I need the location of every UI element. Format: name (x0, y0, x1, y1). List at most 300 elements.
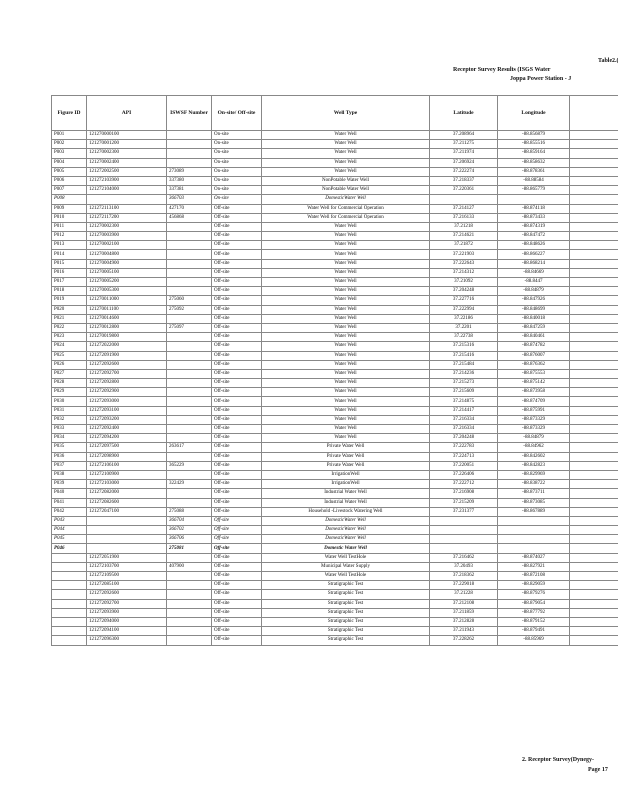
table-row (52, 379, 618, 388)
table-cell: Municipal Water Supply (262, 562, 430, 571)
table-cell (570, 241, 618, 250)
column-header: Figure ID (52, 96, 87, 131)
table-cell: 121272098900 (87, 452, 167, 461)
table-cell: 37.231377 (430, 507, 498, 516)
table-cell: Off-site (212, 553, 262, 562)
table-cell: P002 (52, 140, 87, 149)
table-cell: Water Well (262, 323, 430, 332)
table-row (52, 470, 618, 479)
table-cell: 37.229018 (430, 581, 498, 590)
table-cell: Water Well (262, 342, 430, 351)
table-cell: 37.215209 (430, 498, 498, 507)
table-row (52, 268, 618, 277)
table-cell (167, 250, 212, 259)
table-cell: Water Well (262, 425, 430, 434)
table-cell: 121270002100 (87, 241, 167, 250)
table-cell (52, 636, 87, 645)
table-cell: 121272082600 (87, 498, 167, 507)
table-cell (167, 259, 212, 268)
table-cell (570, 480, 618, 489)
table-cell: P032 (52, 415, 87, 424)
table-row (52, 599, 618, 608)
table-cell: -88.872108 (498, 572, 570, 581)
table-cell: 37.215484 (430, 360, 498, 369)
table-cell (498, 535, 570, 544)
table-cell: 37.214236 (430, 369, 498, 378)
table-cell: NonPotable Water Well (262, 176, 430, 185)
table-cell: 121272093000 (87, 397, 167, 406)
table-cell: 121272109500 (87, 572, 167, 581)
table-cell: -88.840018 (498, 314, 570, 323)
table-cell: Water Well (262, 241, 430, 250)
table-cell: -88.866227 (498, 250, 570, 259)
table-cell: 121272047100 (87, 507, 167, 516)
table-cell (570, 397, 618, 406)
table-cell: 121272092700 (87, 599, 167, 608)
table-cell: P014 (52, 250, 87, 259)
table-cell: P031 (52, 406, 87, 415)
table-cell: Stratigraphic Test (262, 617, 430, 626)
table-cell: 121272100900 (87, 470, 167, 479)
table-cell: Off-site (212, 305, 262, 314)
table-cell: 37.218337 (430, 176, 498, 185)
table-row (52, 204, 618, 213)
table-row (52, 232, 618, 241)
table-cell (167, 360, 212, 369)
table-cell: 37.216462 (430, 553, 498, 562)
table-cell: P046 (52, 544, 87, 553)
table-cell: Off-site (212, 434, 262, 443)
table-cell: 37.222643 (430, 259, 498, 268)
table-row (52, 195, 618, 204)
table-cell: Water Well for Commercial Operation (262, 204, 430, 213)
table-cell: 121272093900 (87, 608, 167, 617)
table-cell (570, 562, 618, 571)
table-cell (52, 599, 87, 608)
table-cell: P034 (52, 434, 87, 443)
table-row (52, 222, 618, 231)
table-cell: -88.838722 (498, 480, 570, 489)
table-cell (167, 617, 212, 626)
table-cell (570, 268, 618, 277)
table-row (52, 369, 618, 378)
table-cell: 37.220361 (430, 186, 498, 195)
table-cell: -88.879491 (498, 627, 570, 636)
table-cell: Stratigraphic Test (262, 581, 430, 590)
table-cell: On-site (212, 167, 262, 176)
table-cell: Private Water Well (262, 443, 430, 452)
table-cell: 37.21872 (430, 241, 498, 250)
table-cell: Off-site (212, 544, 262, 553)
table-cell: P001 (52, 131, 87, 140)
table-cell (430, 516, 498, 525)
table-cell (570, 287, 618, 296)
table-cell: 121272022000 (87, 342, 167, 351)
table-cell: 121272106100 (87, 461, 167, 470)
table-cell: Water Well (262, 379, 430, 388)
table-cell: Off-site (212, 480, 262, 489)
table-cell: Stratigraphic Test (262, 590, 430, 599)
table-cell (570, 388, 618, 397)
table-cell: -88.829059 (498, 581, 570, 590)
table-cell: -88.879276 (498, 590, 570, 599)
table-cell: 121270014600 (87, 314, 167, 323)
table-cell: P010 (52, 213, 87, 222)
table-cell: Water Well (262, 278, 430, 287)
table-cell: P017 (52, 278, 87, 287)
table-cell (430, 544, 498, 553)
table-cell (570, 250, 618, 259)
table-cell (430, 195, 498, 204)
table-cell (52, 562, 87, 571)
table-cell: 37.228262 (430, 636, 498, 645)
table-cell (167, 397, 212, 406)
table-cell: IrrigationWell (262, 480, 430, 489)
table-cell: P026 (52, 360, 87, 369)
table-cell: P021 (52, 314, 87, 323)
table-cell (570, 167, 618, 176)
table-cell: -88.84879 (498, 287, 570, 296)
table-cell (570, 296, 618, 305)
table-row (52, 608, 618, 617)
table-cell: Water Well (262, 397, 430, 406)
column-header: Longitude (498, 96, 570, 131)
table-cell (167, 158, 212, 167)
table-cell: Water Well (262, 232, 430, 241)
table-row (52, 516, 618, 525)
table-cell: P043 (52, 516, 87, 525)
table-cell: Off-site (212, 296, 262, 305)
table-cell: Water Well (262, 140, 430, 149)
table-cell: Off-site (212, 406, 262, 415)
table-cell (570, 425, 618, 434)
table-cell (570, 158, 618, 167)
table-row (52, 333, 618, 342)
table-cell: -88.85969 (498, 636, 570, 645)
table-cell: Off-site (212, 608, 262, 617)
table-cell: Off-site (212, 323, 262, 332)
table-cell: -88.879054 (498, 599, 570, 608)
table-cell (52, 572, 87, 581)
table-cell: 366702 (167, 526, 212, 535)
column-header: On-site/ Off-site (212, 96, 262, 131)
table-cell: Industrial Water Well (262, 498, 430, 507)
table-cell: 37.206924 (430, 158, 498, 167)
table-row (52, 259, 618, 268)
table-row (52, 562, 618, 571)
table-cell (167, 599, 212, 608)
table-cell (570, 406, 618, 415)
table-cell: NonPotable Water Well (262, 186, 430, 195)
table-cell (167, 131, 212, 140)
table-cell: P018 (52, 287, 87, 296)
table-cell: Water Well (262, 222, 430, 231)
table-cell (52, 590, 87, 599)
table-cell: P040 (52, 489, 87, 498)
table-cell: -88.875991 (498, 406, 570, 415)
table-cell: IrrigationWell (262, 470, 430, 479)
table-cell: P015 (52, 259, 87, 268)
table-cell: 121272103900 (87, 176, 167, 185)
table-cell: -88.8447 (498, 278, 570, 287)
table-cell: 37.208964 (430, 131, 498, 140)
table-cell: 121272082000 (87, 489, 167, 498)
table-cell: Off-site (212, 581, 262, 590)
table-cell: On-site (212, 195, 262, 204)
table-cell: 37.22738 (430, 333, 498, 342)
table-cell: 121272094100 (87, 627, 167, 636)
table-cell: -88.874782 (498, 342, 570, 351)
table-cell: P007 (52, 186, 87, 195)
table-cell (167, 333, 212, 342)
table-cell: Off-site (212, 636, 262, 645)
table-cell (167, 553, 212, 562)
table-cell (87, 535, 167, 544)
table-cell: -88.847472 (498, 232, 570, 241)
table-cell: Off-site (212, 232, 262, 241)
table-cell (570, 544, 618, 553)
column-header: ISWSF Number (167, 96, 212, 131)
table-cell (570, 232, 618, 241)
table-cell: 121272103000 (87, 480, 167, 489)
table-cell: -88.847259 (498, 323, 570, 332)
table-cell: -88.848699 (498, 305, 570, 314)
table-cell: -88.859164 (498, 149, 570, 158)
table-cell: -88.876007 (498, 351, 570, 360)
table-cell: P045 (52, 535, 87, 544)
table-cell: P037 (52, 461, 87, 470)
table-cell (167, 369, 212, 378)
table-cell: Water Well TestHole (262, 572, 430, 581)
table-cell: -88.829969 (498, 470, 570, 479)
table-cell: Off-site (212, 213, 262, 222)
table-cell: P044 (52, 526, 87, 535)
table-row (52, 397, 618, 406)
table-cell (570, 222, 618, 231)
table-cell (167, 342, 212, 351)
table-cell: 37.211943 (430, 627, 498, 636)
table-cell (52, 627, 87, 636)
table-cell: Off-site (212, 572, 262, 581)
table-cell (167, 241, 212, 250)
table-cell: Off-site (212, 443, 262, 452)
table-cell: -88.867889 (498, 507, 570, 516)
table-cell: 366703 (167, 195, 212, 204)
table-cell: 121272091900 (87, 351, 167, 360)
table-row (52, 323, 618, 332)
table-cell (167, 581, 212, 590)
table-row (52, 296, 618, 305)
table-cell (570, 636, 618, 645)
table-cell: P027 (52, 369, 87, 378)
table-cell: 37.221903 (430, 250, 498, 259)
table-cell: 121272094200 (87, 434, 167, 443)
table-cell: P003 (52, 149, 87, 158)
table-cell: Water Well (262, 250, 430, 259)
table-cell: 37.216908 (430, 489, 498, 498)
table-cell: 121272051900 (87, 553, 167, 562)
table-cell (570, 149, 618, 158)
table-cell: -88.875142 (498, 379, 570, 388)
table-cell: 121272093100 (87, 406, 167, 415)
table-cell: P039 (52, 480, 87, 489)
table-cell (167, 351, 212, 360)
table-row (52, 241, 618, 250)
table-cell: P030 (52, 397, 87, 406)
table-cell: DomesticWater Well (262, 516, 430, 525)
table-cell: Water Well (262, 351, 430, 360)
table-cell (87, 195, 167, 204)
table-cell: 121270002400 (87, 158, 167, 167)
table-row (52, 498, 618, 507)
table-cell: Water Well (262, 305, 430, 314)
table-row (52, 167, 618, 176)
table-cell: Off-site (212, 250, 262, 259)
table-row (52, 149, 618, 158)
table-cell (570, 333, 618, 342)
table-cell (167, 572, 212, 581)
table-cell (570, 608, 618, 617)
table-row (52, 461, 618, 470)
table-cell: 275081 (167, 544, 212, 553)
table-cell (87, 516, 167, 525)
table-cell (570, 379, 618, 388)
table-row (52, 131, 618, 140)
table-row (52, 213, 618, 222)
table-cell: P024 (52, 342, 87, 351)
table-cell: P020 (52, 305, 87, 314)
table-cell: Water Well (262, 314, 430, 323)
table-cell: Off-site (212, 507, 262, 516)
table-row (52, 507, 618, 516)
table-cell: DomesticWater Well (262, 535, 430, 544)
table-cell: Water Well (262, 149, 430, 158)
table-cell (498, 516, 570, 525)
table-row (52, 452, 618, 461)
table-row (52, 287, 618, 296)
table-cell: 121270005200 (87, 278, 167, 287)
table-cell: Domestic Water Well (262, 544, 430, 553)
footer-caption: 2. Receptor Survey(Dynegy- (522, 757, 595, 763)
table-cell: -88.868214 (498, 259, 570, 268)
table-row (52, 627, 618, 636)
table-cell (52, 617, 87, 626)
table-cell: DomesticWater Well (262, 526, 430, 535)
table-cell: 275092 (167, 305, 212, 314)
table-cell: P011 (52, 222, 87, 231)
table-cell (570, 535, 618, 544)
table-cell: Private Water Well (262, 452, 430, 461)
table-cell (570, 581, 618, 590)
table-cell: Industrial Water Well (262, 489, 430, 498)
table-cell (570, 572, 618, 581)
table-cell: On-site (212, 158, 262, 167)
table-cell: 37.214875 (430, 397, 498, 406)
table-cell (570, 590, 618, 599)
table-cell (167, 470, 212, 479)
table-cell: -88.855516 (498, 140, 570, 149)
table-cell: P023 (52, 333, 87, 342)
table-cell: 37.215273 (430, 379, 498, 388)
table-cell: 121270011100 (87, 305, 167, 314)
table-cell (167, 636, 212, 645)
table-cell (570, 140, 618, 149)
table-cell: P012 (52, 232, 87, 241)
table-cell: 121270004800 (87, 250, 167, 259)
table-cell: 121270004900 (87, 259, 167, 268)
table-cell (570, 323, 618, 332)
table-cell: 263617 (167, 443, 212, 452)
table-cell: -88.873433 (498, 213, 570, 222)
table-cell: -88.874027 (498, 553, 570, 562)
table-cell: 121270012800 (87, 323, 167, 332)
table-cell: Water Well (262, 434, 430, 443)
table-row (52, 617, 618, 626)
table-cell (167, 149, 212, 158)
table-cell: 121270005300 (87, 287, 167, 296)
table-cell: 121272117200 (87, 213, 167, 222)
page-number: Page 17 (588, 767, 608, 773)
table-cell: 37.214621 (430, 232, 498, 241)
table-cell: Off-site (212, 351, 262, 360)
table-cell (498, 526, 570, 535)
table-cell: 121272092800 (87, 379, 167, 388)
table-cell: -88.84669 (498, 268, 570, 277)
table-cell (430, 526, 498, 535)
table-cell: 366704 (167, 516, 212, 525)
table-cell: 365229 (167, 461, 212, 470)
table-row (52, 526, 618, 535)
table-cell (570, 278, 618, 287)
table-row (52, 572, 618, 581)
table-cell: Water Well (262, 360, 430, 369)
table-cell (570, 599, 618, 608)
table-cell: 121270005100 (87, 268, 167, 277)
table-cell: 121272092400 (87, 425, 167, 434)
table-cell (570, 213, 618, 222)
table-cell (570, 434, 618, 443)
table-row (52, 158, 618, 167)
table-cell: P009 (52, 204, 87, 213)
header-subtitle: Receptor Survey Results (ISGS Water (453, 67, 551, 73)
table-cell: -88.875553 (498, 369, 570, 378)
column-header: Well Type (262, 96, 430, 131)
table-cell: 37.22186 (430, 314, 498, 323)
table-cell (570, 553, 618, 562)
table-cell (570, 259, 618, 268)
table-cell (570, 195, 618, 204)
table-header-row (52, 96, 618, 131)
table-cell: Water Well (262, 268, 430, 277)
table-cell: Stratigraphic Test (262, 627, 430, 636)
column-header (570, 96, 618, 131)
table-cell: Water Well (262, 131, 430, 140)
table-cell: -88.842823 (498, 461, 570, 470)
table-cell: 121270003900 (87, 232, 167, 241)
table-cell (570, 516, 618, 525)
table-cell (570, 507, 618, 516)
table-cell: 121272092600 (87, 360, 167, 369)
table-cell: 322429 (167, 480, 212, 489)
table-cell (570, 305, 618, 314)
table-cell: Off-site (212, 204, 262, 213)
table-cell: Off-site (212, 369, 262, 378)
table-cell (167, 314, 212, 323)
table-cell (52, 581, 87, 590)
table-row (52, 278, 618, 287)
table-cell: 37.211275 (430, 140, 498, 149)
table-cell: Off-site (212, 342, 262, 351)
